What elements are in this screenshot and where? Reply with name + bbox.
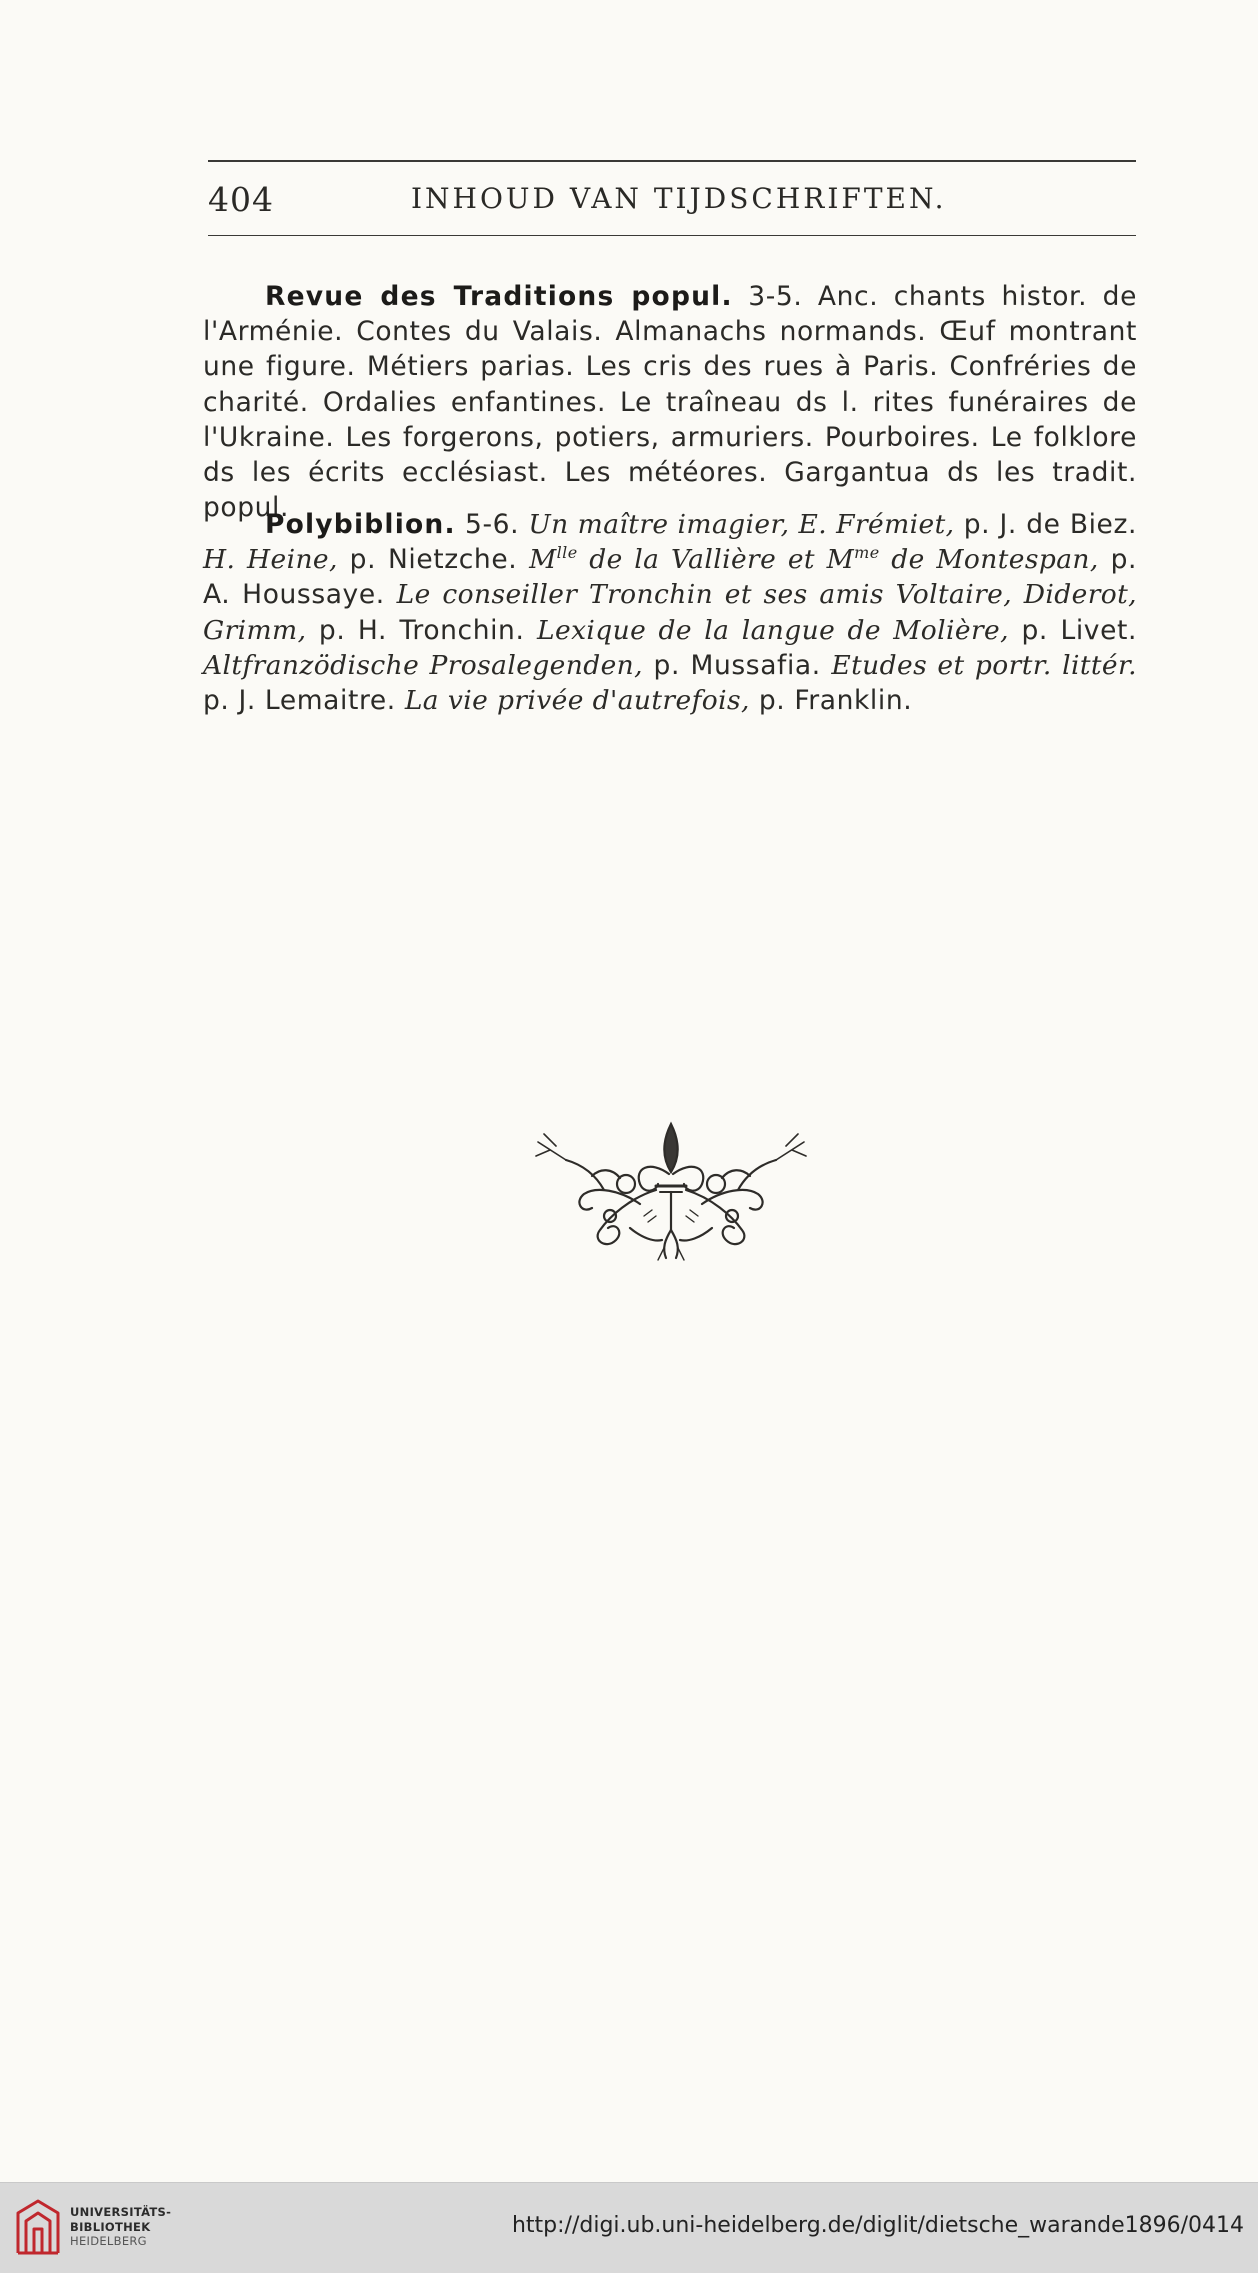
article-title: M [529,544,557,576]
article-title: La vie privée d'autrefois, [404,685,750,717]
superscript: me [854,543,880,563]
article-title: Altfranzödische Prosalegenden, [203,649,643,681]
article-title: Le conseiller Tronchin et ses amis Voltaire, Diderot, Grimm, [203,579,1137,646]
institution-line: HEIDELBERG [70,2234,147,2248]
issue-number: 5-6. [455,509,529,540]
article-author: p. J. Lemaitre. [203,685,405,717]
institution-name [70,2205,171,2249]
article-author: p. Nietzche. [337,544,530,576]
header-top-rule [208,160,1136,162]
article-author: p. Franklin. [749,685,913,717]
journal-entry-revue-des-traditions [203,279,1137,525]
running-title: INHOUD VAN TIJDSCHRIFTEN. [411,182,947,215]
article-author: p. A. Houssaye. [203,544,1138,611]
journal-title: Polybiblion. [265,509,456,540]
article-author: p. H. Tronchin. [306,614,537,646]
article-title: Etudes et portr. littér. [831,649,1137,681]
article-title: de Montespan, [879,544,1099,576]
journal-contents: 3-5. Anc. chants histor. de l'Arménie. Contes du Valais. Almanachs normands. Œuf montrant une figure. Métiers parias. Les cris des rues à Paris. Confréries de charité. Ordalies enfantines. Le traîneau ds l. rites funéraires de l'Ukraine. Les forgerons, potiers, armuriers. Pourboires. Le folklore ds les écrits ecclésiast. Les météores. Gargantua ds les tradit. popul. [203,281,1137,524]
university-library-logo-icon [12,2197,64,2259]
article-title: Lexique de la langue de Molière, [537,614,1009,646]
institution-line: BIBLIOTHEK [70,2219,151,2234]
source-url-link[interactable]: http://digi.ub.uni-heidelberg.de/diglit/dietsche_warande1896/0414 [511,2213,1244,2238]
journal-title: Revue des Traditions popul. [265,281,733,312]
page-number: 404 [208,180,274,219]
journal-entry-polybiblion [203,507,1137,718]
footer-bar [0,2182,1258,2273]
running-head [208,178,1136,224]
institution-line: UNIVERSITÄTS- [70,2205,172,2219]
article-author: p. J. de Biez. [954,509,1137,540]
article-title: de la Vallière et M [577,544,855,576]
article-author: p. Livet. [1008,614,1137,646]
superscript: lle [556,543,578,563]
article-title: Un maître imagier, E. Frémiet, [528,509,955,540]
header-bottom-rule [208,235,1136,236]
article-author: p. Mussafia. [642,649,832,681]
fleur-de-lis-vignette-icon [530,1120,812,1270]
article-title: H. Heine, [203,544,338,576]
